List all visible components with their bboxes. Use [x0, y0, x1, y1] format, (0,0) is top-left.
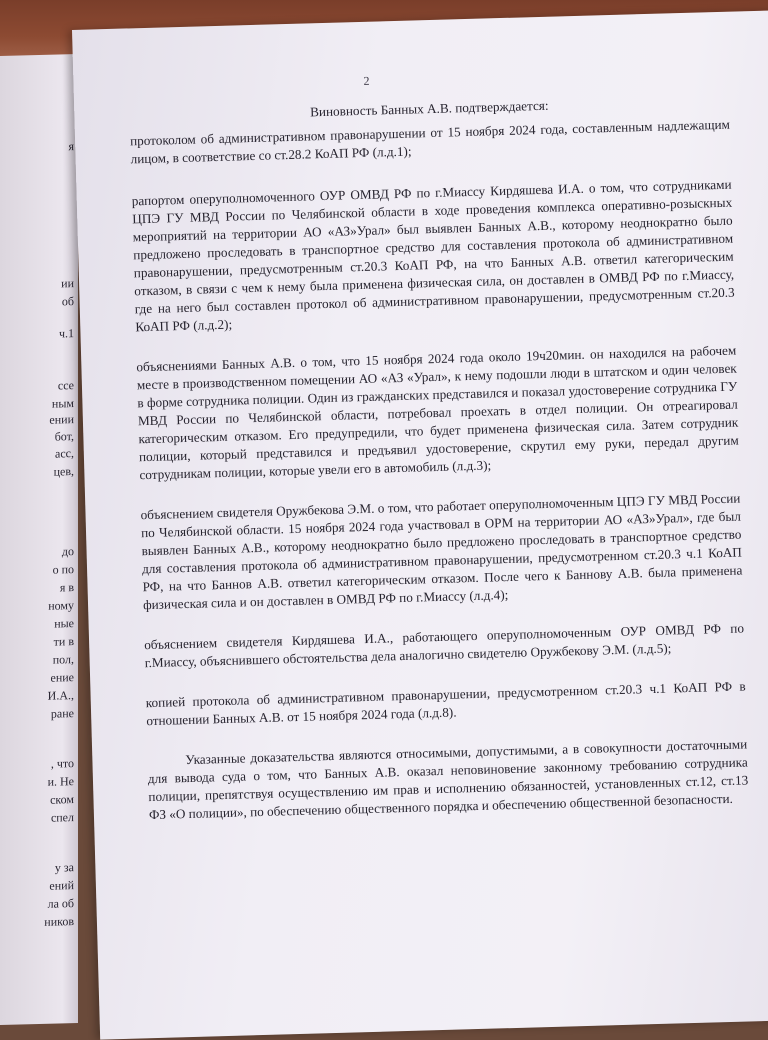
left-page-fragment: о по [52, 562, 74, 577]
left-page-fragment: ений [49, 878, 74, 893]
left-page-fragment: ране [50, 706, 74, 721]
left-page-fragment: ным [51, 396, 74, 411]
paragraph-evidence-report: рапортом оперуполномоченного ОУР ОМВД РФ по г.Миассу Кирдяшева И.А. о том, что сотрудниками ЦПЭ ГУ МВД России по Челябинской области в ходе проведения комплекса оперативно-розыскных мероприятий на территории АО «АЗ»Урал» был выявлен Банных А.В., которому неоднократно было предложено проследовать в транспортное средство для составления протокола об административном правонарушении, предусмотренным ст.20.3 КоАП РФ, на что Банных А.В. ответил категорическим отказом, в связи с чем к нему была применена физическая сила, он доставлен в ОМВД РФ по г.Миассу, где на него был составлен протокол об административном правонарушении, предусмотренным ст.20.3 КоАП РФ (л.д.2); [131, 176, 735, 335]
left-page-fragment: спел [50, 810, 74, 825]
left-page-fragment: ников [44, 914, 74, 929]
paragraph-evidence-witness-2: объяснением свидетеля Кирдяшева И.А., работающего оперуполномоченным ОУР ОМВД РФ по г.Миассу, объяснившего обстоятельства дела аналогично свидетелю Оружбекову Э.М. (л.д.5); [143, 620, 745, 671]
paragraph-evidence-explanation: объяснениями Банных А.В. о том, что 15 ноября 2024 года около 19ч20мин. он находился на рабочем месте в производственном помещении АО «АЗ «Урал», к нему подошли люди в штатском и один человек в форме сотрудника полиции. Один из гражданских представился и показал удостоверение сотрудника ГУ МВД России по Челябинской области, потребовал проехать в отдел полиции. Он отреагировал категорическим отказом. Его предупредили, что будет применена физическая сила. Затем сотрудник полиции, который представился и предъявил удостоверение, скрутил ему руки, передал другим сотрудникам полиции, которые увели его в автомобиль (л.д.3); [136, 342, 739, 483]
left-page-fragment: и. Не [47, 774, 74, 789]
left-page-fragment: ссе [57, 378, 74, 393]
left-page-fragment: до [61, 544, 74, 559]
left-page-fragment: ение [50, 670, 74, 685]
left-page-fragment: ском [50, 792, 74, 807]
paragraph-evidence-witness-1: объяснением свидетеля Оружбекова Э.М. о том, что работает оперуполномоченным ЦПЭ ГУ МВД России по Челябинской области. 15 ноября 2024 года участвовал в ОРМ на территории АО «АЗ»Урал», где был выявлен Банных А.В., которому неоднократно было предложено проследовать в транспортное средство для составления протокола об административном правонарушении, предусмотренном ст.20.3 ч.1 КоАП РФ, на что Баннов А.В. ответил категорическим отказом. После чего к Баннову А.В. была применена физическая сила и он доставлен в ОМВД РФ по г.Миассу (л.д.4); [140, 490, 743, 613]
previous-page-edge [0, 54, 78, 1025]
left-page-fragment: ному [48, 598, 74, 613]
left-page-fragment: у за [54, 860, 74, 875]
left-page-fragment: ии [61, 276, 74, 291]
left-page-fragment: асс, [55, 446, 74, 461]
left-page-fragment: об [61, 294, 74, 309]
paragraph-evidence-copy: копией протокола об административном правонарушении, предусмотренном ст.20.3 ч.1 КоАП РФ в отношении Банных А.В. от 15 ноября 2024 года (л.д.8). [145, 678, 746, 729]
left-page-fragment: , что [50, 756, 74, 771]
left-page-fragment: цев, [53, 464, 74, 479]
left-page-fragment: ти в [53, 634, 74, 649]
left-page-fragment: ные [54, 616, 74, 631]
left-page-fragment: И.А., [47, 688, 74, 703]
paragraph-evidence-protocol: протоколом об административном правонарушении от 15 ноября 2024 года, составленным надлежащим лицом, в соответствие со ст.28.2 КоАП РФ (л.д.1); [129, 116, 731, 167]
left-page-fragment: ла об [47, 896, 74, 911]
document-page [72, 10, 768, 1040]
left-page-fragment: бот, [54, 429, 74, 444]
paragraph-intro: Виновность Банных А.В. подтверждается: [309, 97, 549, 120]
left-page-fragment: пол, [52, 652, 74, 667]
left-page-fragment: ении [49, 412, 74, 427]
page-number: 2 [363, 73, 370, 88]
left-page-fragment: я в [59, 580, 74, 595]
left-page-fragment: я [68, 139, 74, 154]
left-page-fragment: ч.1 [58, 326, 74, 341]
paragraph-conclusion: Указанные доказательства являются относимыми, допустимыми, а в совокупности достаточными для вывода суда о том, что Банных А.В. оказал неповиновение законному требованию сотрудника полиции, препятствуя осуществлению им прав и исполнению обязанностей, установленных ст.12, ст.13 ФЗ «О полиции», по обеспечению общественного порядка и обеспечению общественной безопасности. [147, 736, 749, 823]
document-body [129, 92, 749, 846]
